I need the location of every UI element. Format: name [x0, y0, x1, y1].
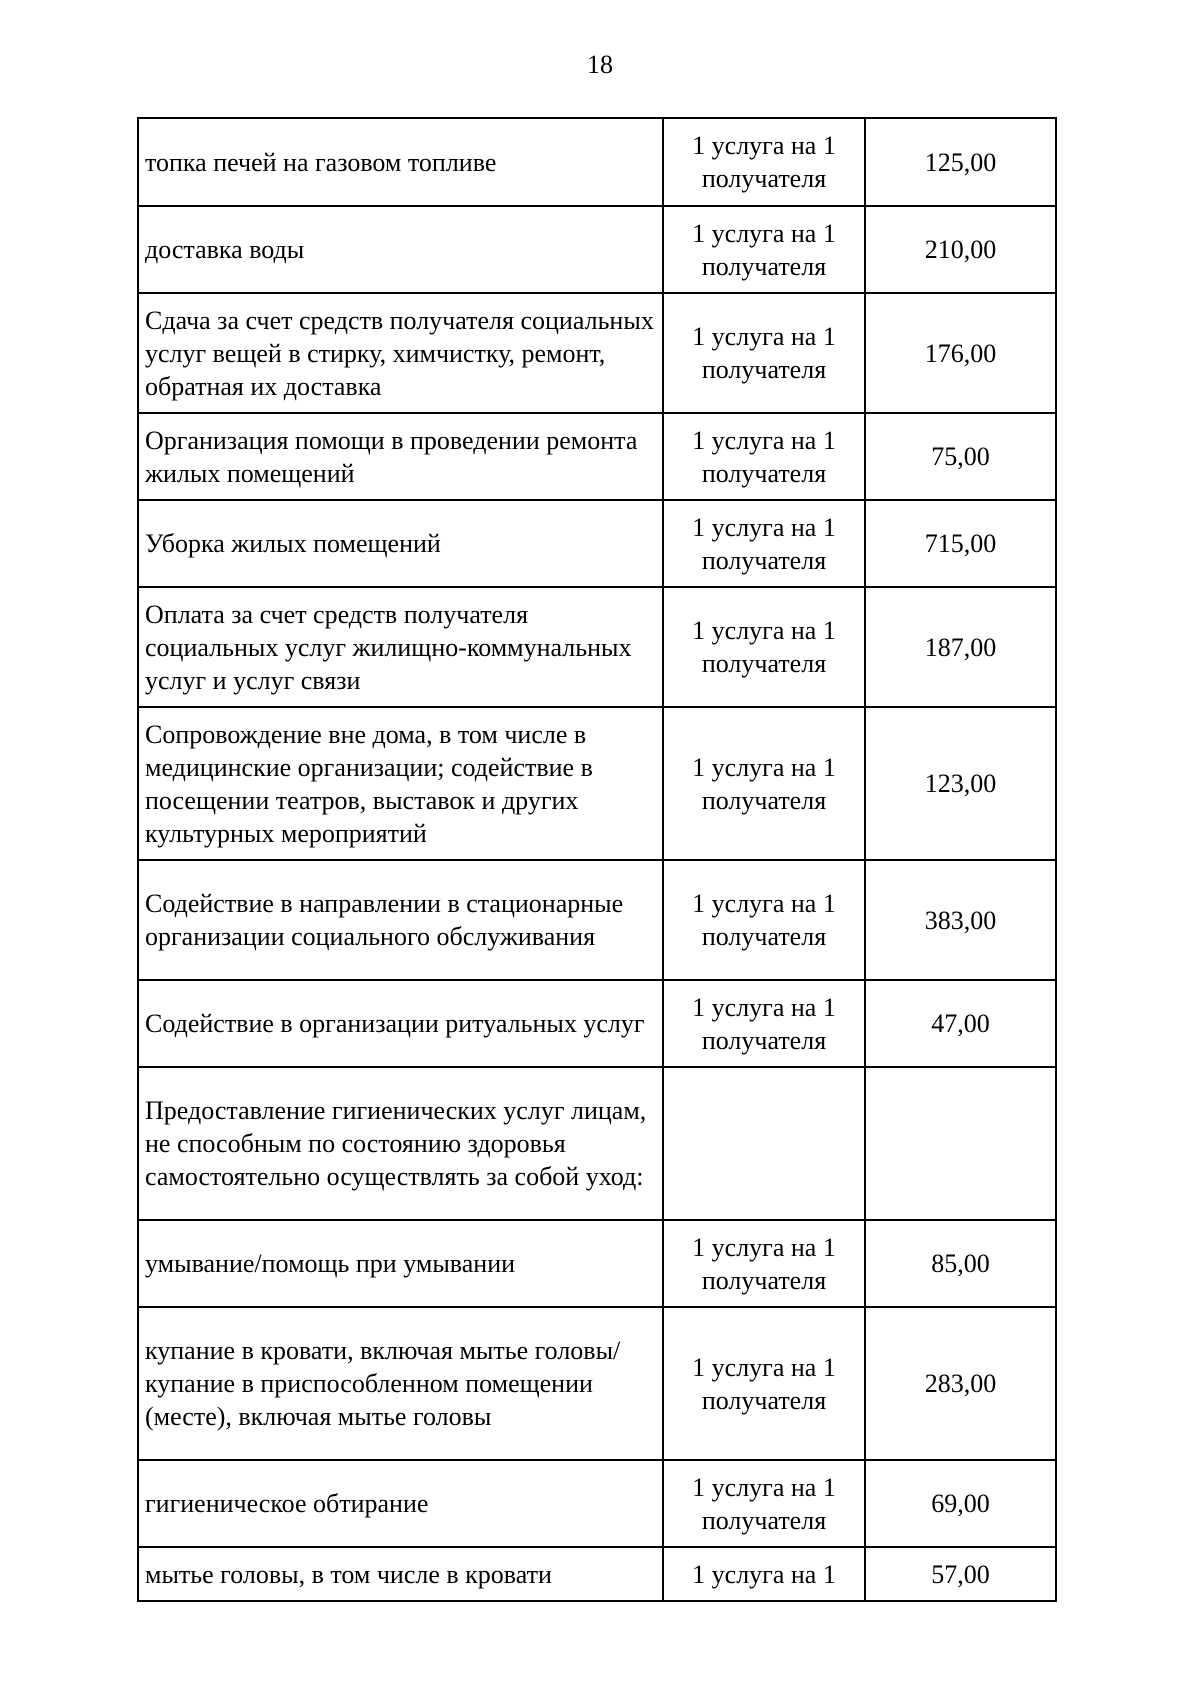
service-name-cell: купание в кровати, включая мытье головы/купание в приспособленном помещении (месте), включая мытье головы — [138, 1307, 663, 1460]
unit-cell: 1 услуга на 1 получателя — [663, 707, 865, 860]
price-cell: 283,00 — [865, 1307, 1056, 1460]
unit-cell: 1 услуга на 1 получателя — [663, 860, 865, 980]
service-name-cell: Предоставление гигиенических услуг лицам, не способным по состоянию здоровья самостоятельно осуществлять за собой уход: — [138, 1067, 663, 1220]
price-cell: 187,00 — [865, 587, 1056, 707]
price-cell: 85,00 — [865, 1220, 1056, 1307]
table-row — [138, 707, 1056, 860]
table-row — [138, 413, 1056, 500]
price-cell: 210,00 — [865, 206, 1056, 293]
service-name-cell: мытье головы, в том числе в кровати — [138, 1547, 663, 1601]
services-table — [137, 117, 1057, 1602]
service-name-cell: Сопровождение вне дома, в том числе в медицинские организации; содействие в посещении театров, выставок и других культурных мероприятий — [138, 707, 663, 860]
service-name-cell: Содействие в направлении в стационарные организации социального обслуживания — [138, 860, 663, 980]
unit-cell — [663, 1067, 865, 1220]
price-cell: 75,00 — [865, 413, 1056, 500]
price-cell: 125,00 — [865, 118, 1056, 206]
price-cell — [865, 1067, 1056, 1220]
table-row — [138, 980, 1056, 1067]
unit-cell: 1 услуга на 1 — [663, 1547, 865, 1601]
service-name-cell: умывание/помощь при умывании — [138, 1220, 663, 1307]
unit-cell: 1 услуга на 1 получателя — [663, 1220, 865, 1307]
table-row — [138, 118, 1056, 206]
table-row — [138, 500, 1056, 587]
table-row — [138, 1460, 1056, 1547]
service-name-cell: Оплата за счет средств получателя социальных услуг жилищно-коммунальных услуг и услуг связи — [138, 587, 663, 707]
price-cell: 715,00 — [865, 500, 1056, 587]
price-cell: 57,00 — [865, 1547, 1056, 1601]
service-name-cell: Сдача за счет средств получателя социальных услуг вещей в стирку, химчистку, ремонт, обратная их доставка — [138, 293, 663, 413]
service-name-cell: гигиеническое обтирание — [138, 1460, 663, 1547]
price-cell: 176,00 — [865, 293, 1056, 413]
service-name-cell: топка печей на газовом топливе — [138, 118, 663, 206]
unit-cell: 1 услуга на 1 получателя — [663, 980, 865, 1067]
unit-cell: 1 услуга на 1 получателя — [663, 500, 865, 587]
unit-cell: 1 услуга на 1 получателя — [663, 118, 865, 206]
table-row — [138, 1307, 1056, 1460]
page-number: 18 — [587, 50, 613, 79]
price-cell: 383,00 — [865, 860, 1056, 980]
price-cell: 69,00 — [865, 1460, 1056, 1547]
price-cell: 47,00 — [865, 980, 1056, 1067]
unit-cell: 1 услуга на 1 получателя — [663, 587, 865, 707]
table-row — [138, 1220, 1056, 1307]
table-row — [138, 860, 1056, 980]
table-row — [138, 587, 1056, 707]
table-row — [138, 1547, 1056, 1601]
service-name-cell: доставка воды — [138, 206, 663, 293]
unit-cell: 1 услуга на 1 получателя — [663, 413, 865, 500]
unit-cell: 1 услуга на 1 получателя — [663, 1307, 865, 1460]
price-cell: 123,00 — [865, 707, 1056, 860]
service-name-cell: Содействие в организации ритуальных услуг — [138, 980, 663, 1067]
service-name-cell: Организация помощи в проведении ремонта жилых помещений — [138, 413, 663, 500]
unit-cell: 1 услуга на 1 получателя — [663, 293, 865, 413]
table-row — [138, 293, 1056, 413]
table-row — [138, 1067, 1056, 1220]
table-row — [138, 206, 1056, 293]
service-name-cell: Уборка жилых помещений — [138, 500, 663, 587]
unit-cell: 1 услуга на 1 получателя — [663, 206, 865, 293]
unit-cell: 1 услуга на 1 получателя — [663, 1460, 865, 1547]
